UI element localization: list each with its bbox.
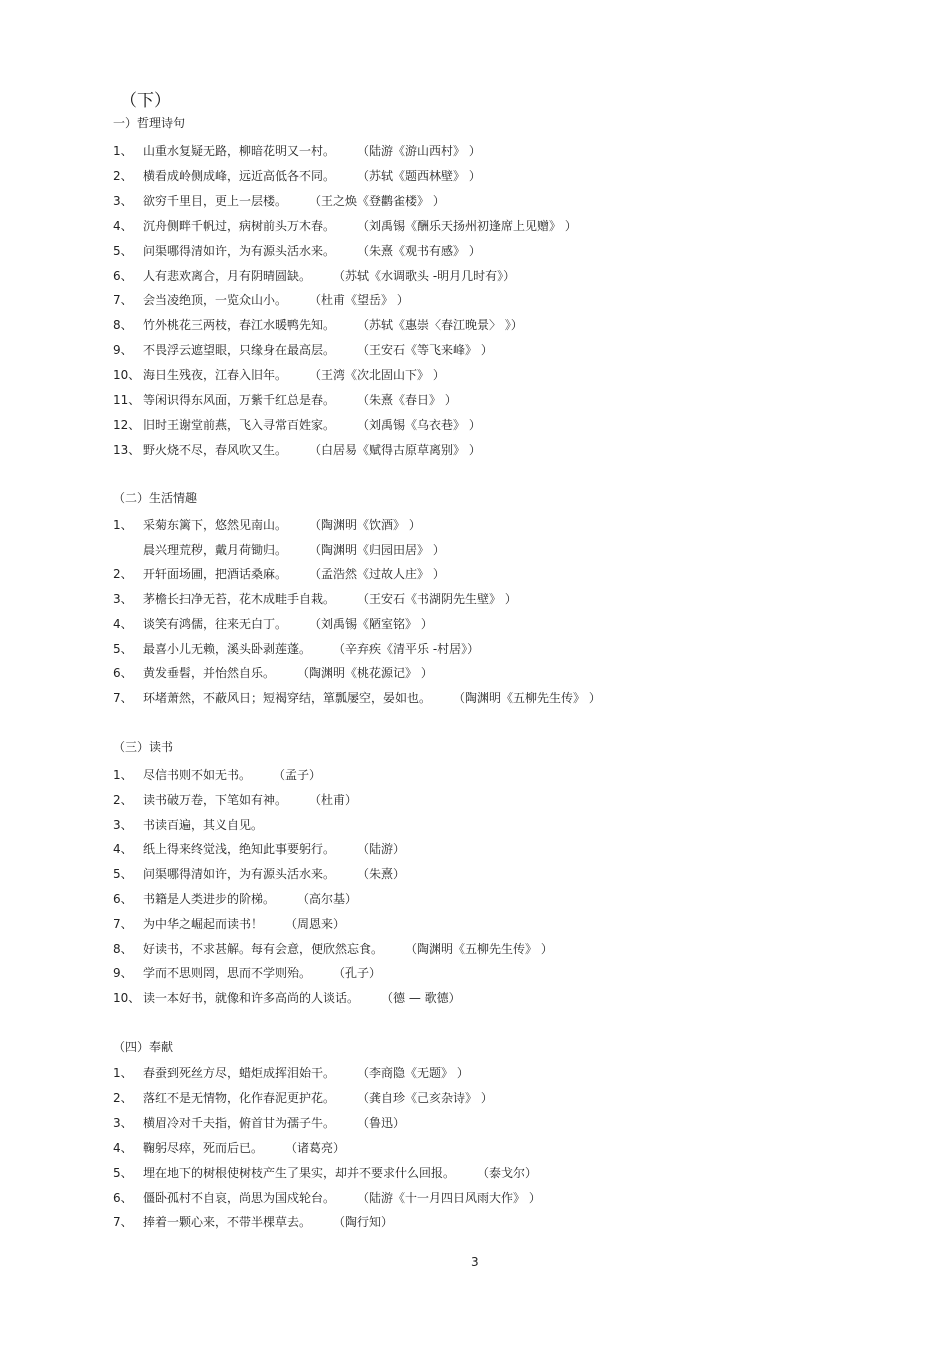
item-number: 4、 [113,1140,133,1155]
list-item [113,1139,345,1156]
list-item [113,1114,405,1131]
quote-source: （刘禹锡《乌衣巷》 ） [357,417,481,432]
item-number: 12、 [113,417,141,432]
quote-source: （陆游） [357,842,406,857]
item-number: 8、 [113,318,133,333]
item-number: 6、 [113,666,133,681]
list-item [113,989,461,1006]
quote-source: （陶渊明《五柳先生传》 ） [453,690,601,705]
item-number: 5、 [113,641,133,656]
list-item [113,565,445,582]
item-number: 9、 [113,343,133,358]
list-item [113,816,285,833]
quote-source: （王安石《等飞来峰》 ） [357,343,493,358]
quote-source: （杜甫《望岳》 ） [309,293,409,308]
quote-source: （孔子） [333,966,382,981]
quote-text: 茅檐长扫净无苔，花木成畦手自栽。 [143,592,336,607]
list-item [113,890,357,907]
list-item [113,391,457,408]
item-number: 7、 [113,690,133,705]
quote-text: 会当凌绝顶，一览众山小。 [143,293,288,308]
list-item [113,341,493,358]
quote-source: （孟子） [273,768,322,782]
item-number: 5、 [113,243,133,258]
item-number: 8、 [113,941,133,956]
quote-source: （龚自珍《己亥杂诗》 ） [357,1090,493,1105]
list-item [113,366,445,383]
quote-text: 人有悲欢离合，月有阴晴圆缺。 [143,268,312,283]
list-item [113,964,381,981]
list-item [113,167,481,184]
list-item [113,541,445,558]
quote-source: （周恩来） [285,916,346,931]
list-item [113,441,481,458]
quote-text: 不畏浮云遮望眼，只缘身在最高层。 [143,343,336,358]
quote-source: （朱熹） [357,867,406,882]
item-number: 10、 [113,368,141,383]
item-number: 1、 [113,518,133,532]
list-item [113,590,517,607]
quote-text: 沉舟侧畔千帆过，病树前头万木春。 [143,218,336,233]
quote-text: 横眉冷对千夫指，俯首甘为孺子牛。 [143,1115,336,1130]
quote-text: 书读百遍，其义自见。 [143,817,264,832]
quote-text: 落红不是无情物，化作春泥更护花。 [143,1090,336,1105]
list-item [113,316,523,333]
item-number: 2、 [113,567,133,582]
quote-source: （朱熹《春日》 ） [357,393,457,407]
quote-source: （苏轼《水调歌头 -明月几时有》） [333,268,516,283]
item-number: 1、 [113,768,133,782]
quote-source: （李商隐《无题》 ） [357,1066,469,1080]
list-item [113,267,515,284]
list-item [113,1213,393,1230]
item-number: 6、 [113,1190,133,1205]
quote-source: （白居易《赋得古原草离别》 ） [309,442,481,457]
quote-text: 晨兴理荒秽，戴月荷锄归。 [143,542,288,557]
quote-text: 好读书，不求甚解。每有会意，便欣然忘食。 [143,941,384,956]
item-number: 10、 [113,991,141,1006]
section-heading: （二）生活情趣 [113,491,198,505]
list-item [113,1164,537,1181]
quote-text: 采菊东篱下，悠然见南山。 [143,518,288,532]
quote-source: （陶渊明《五柳先生传》 ） [405,941,553,956]
list-item [113,766,321,783]
quote-source: （高尔基） [297,892,358,906]
quote-source: （辛弃疾《清平乐 -村居》） [333,641,480,656]
quote-text: 问渠哪得清如许，为有源头活水来。 [143,243,336,258]
item-number: 6、 [113,892,133,906]
quote-text: 问渠哪得清如许，为有源头活水来。 [143,867,336,882]
quote-source: （诸葛亮） [285,1140,346,1155]
quote-text: 埋在地下的树根使树枝产生了果实，却并不要求什么回报。 [143,1165,456,1180]
quote-text: 书籍是人类进步的阶梯。 [143,892,276,906]
section-heading: 一）哲理诗句 [113,116,186,130]
quote-source: （王安石《书湖阴先生壁》 ） [357,592,517,607]
quote-source: （陆游《十一月四日风雨大作》 ） [357,1190,541,1205]
list-item [113,940,553,957]
item-number: 4、 [113,842,133,857]
list-item [113,840,405,857]
quote-source: （刘禹锡《陋室铭》 ） [309,616,433,631]
item-number: 1、 [113,1066,133,1080]
quote-source: （孟浩然《过故人庄》 ） [309,567,445,582]
list-item [113,1189,541,1206]
item-number: 3、 [113,817,133,832]
quote-text: 横看成岭侧成峰，远近高低各不同。 [143,168,336,183]
list-item [113,915,345,932]
quote-text: 读书破万卷，下笔如有神。 [143,792,288,807]
quote-text: 等闲识得东风面，万紫千红总是春。 [143,393,336,407]
list-item [113,242,481,259]
quote-text: 学而不思则罔，思而不学则殆。 [143,966,312,981]
quote-text: 为中华之崛起而读书！ [143,916,264,931]
quote-text: 尽信书则不如无书。 [143,768,252,782]
item-number: 1、 [113,144,133,158]
item-number: 6、 [113,268,133,283]
quote-text: 读一本好书，就像和许多高尚的人谈话。 [143,991,360,1006]
list-item [113,416,481,433]
quote-text: 谈笑有鸿儒，往来无白丁。 [143,616,288,631]
quote-source: （陶渊明《饮酒》 ） [309,518,421,532]
quote-source: （陶行知） [333,1215,394,1230]
section-heading: （四）奉献 [113,1040,174,1054]
list-item [113,865,405,882]
item-number: 11、 [113,393,141,407]
item-number: 2、 [113,168,133,183]
quote-text: 黄发垂髫，并怡然自乐。 [143,666,276,681]
item-number: 7、 [113,293,133,308]
quote-text: 捧着一颗心来，不带半棵草去。 [143,1215,312,1230]
item-number: 9、 [113,966,133,981]
list-item [113,192,445,209]
quote-text: 纸上得来终觉浅，绝知此事要躬行。 [143,842,336,857]
quote-text: 僵卧孤村不自哀，尚思为国戍轮台。 [143,1190,336,1205]
quote-source: （朱熹《观书有感》 ） [357,243,481,258]
quote-source: （泰戈尔） [477,1165,538,1180]
item-number: 7、 [113,1215,133,1230]
quote-source: （陆游《游山西村》 ） [357,144,481,158]
list-item [113,615,433,632]
quote-source: （王湾《次北固山下》 ） [309,368,445,383]
list-item [113,689,601,706]
quote-source: （刘禹锡《酬乐天扬州初逢席上见赠》 ） [357,218,577,233]
quote-text: 开轩面场圃，把酒话桑麻。 [143,567,288,582]
quote-text: 海日生残夜，江春入旧年。 [143,368,288,383]
quote-source: （陶渊明《桃花源记》 ） [297,666,433,681]
list-item [113,291,409,308]
item-number: 3、 [113,193,133,208]
quote-source: （杜甫） [309,792,358,807]
quote-source: （鲁迅） [357,1115,406,1130]
quote-text: 山重水复疑无路，柳暗花明又一村。 [143,144,336,158]
item-number: 13、 [113,442,141,457]
quote-source: （王之焕《登鹳雀楼》 ） [309,193,445,208]
item-number: 2、 [113,792,133,807]
item-number: 7、 [113,916,133,931]
page-header: （下） [120,91,171,111]
list-item [113,1089,493,1106]
quote-text: 鞠躬尽瘁，死而后已。 [143,1140,264,1155]
item-number: 4、 [113,218,133,233]
quote-text: 旧时王谢堂前燕，飞入寻常百姓家。 [143,417,336,432]
quote-text: 野火烧不尽，春风吹又生。 [143,442,288,457]
item-number: 5、 [113,1165,133,1180]
list-item [113,791,357,808]
quote-source: （苏轼《惠崇〈春江晚景〉 》） [357,318,523,333]
list-item [113,1064,469,1081]
item-number: 2、 [113,1090,133,1105]
list-item [113,640,479,657]
quote-text: 春蚕到死丝方尽，蜡炬成挥泪始干。 [143,1066,336,1080]
list-item [113,516,421,533]
item-number: 4、 [113,616,133,631]
quote-source: （德 — 歌德） [381,991,461,1006]
item-number: 3、 [113,1115,133,1130]
quote-text: 最喜小儿无赖，溪头卧剥莲蓬。 [143,641,312,656]
quote-source: （陶渊明《归园田居》 ） [309,542,445,557]
quote-text: 欲穷千里目，更上一层楼。 [143,193,288,208]
section-heading: （三）读书 [113,740,174,754]
quote-text: 竹外桃花三两枝，春江水暖鸭先知。 [143,318,336,333]
list-item [113,217,577,234]
list-item [113,664,433,681]
page-number: 3 [471,1255,479,1269]
quote-text: 环堵萧然，不蔽风日；短褐穿结，箪瓢屡空，晏如也。 [143,690,432,705]
item-number: 5、 [113,867,133,882]
item-number: 3、 [113,592,133,607]
list-item [113,142,481,159]
quote-source: （苏轼《题西林壁》 ） [357,168,481,183]
